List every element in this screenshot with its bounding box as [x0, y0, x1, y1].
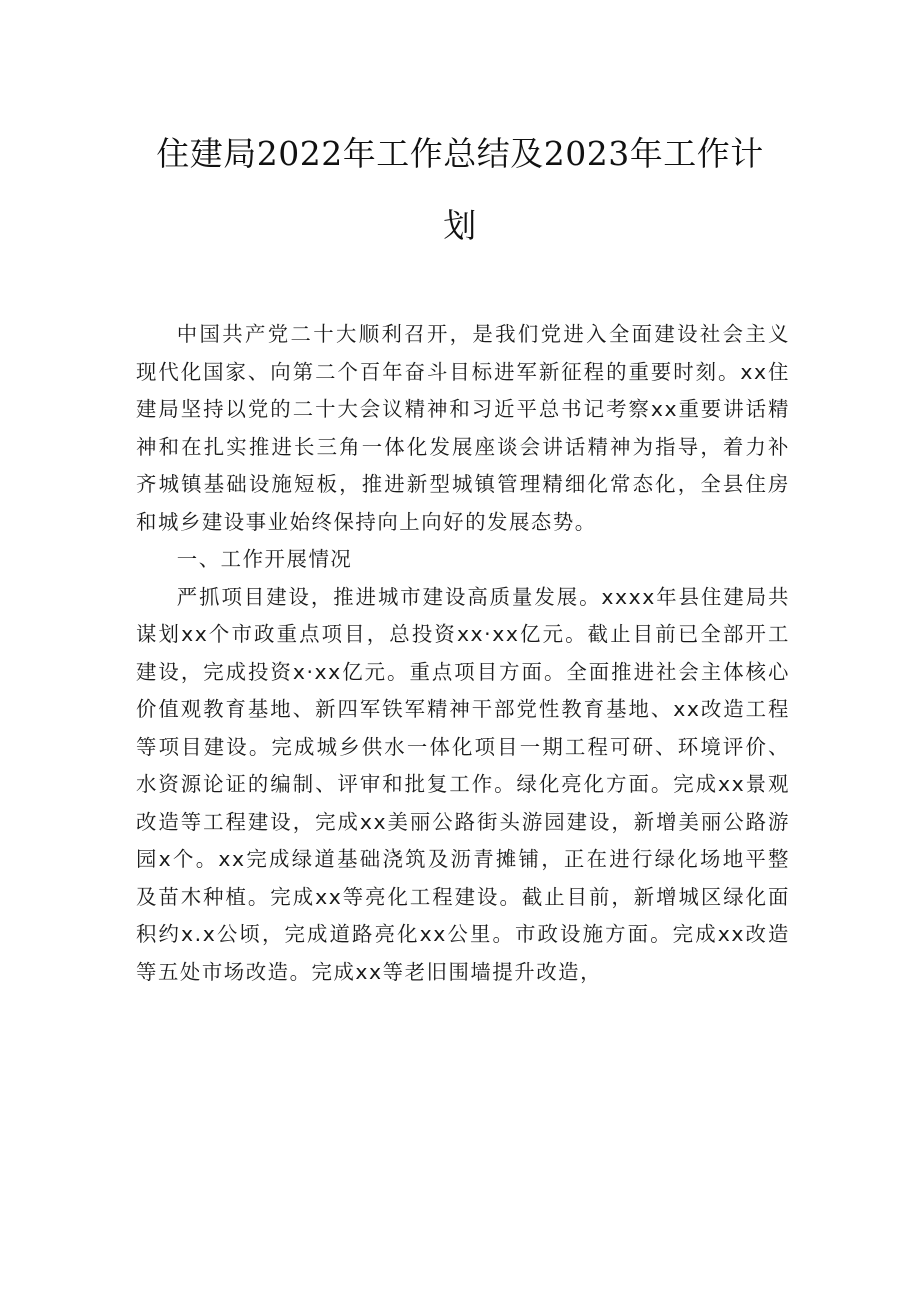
document-title-line-2: 划 — [443, 206, 477, 245]
document-body — [136, 316, 790, 991]
section-heading: 一、工作开展情况 — [176, 547, 353, 571]
document-title-line-1: 住建局2022年工作总结及2023年工作计 — [156, 134, 764, 173]
body-paragraph: 严抓项目建设，推进城市建设高质量发展。xxxx年县住建局共谋划xx个市政重点项目，总投资xx·xx亿元。截止目前已全部开工建设，完成投资x·xx亿元。重点项目方面。全面推进社会主体核心价值观教育基地、新四军铁军精神干部党性教育基地、xx改造工程等项目建设。完成城乡供水一体化项目一期工程可研、环境评价、水资源论证的编制、评审和批复工作。绿化亮化方面。完成xx景观改造等工程建设，完成xx美丽公路街头游园建设，新增美丽公路游园x个。xx完成绿道基础浇筑及沥青摊铺，正在进行绿化场地平整及苗木种植。完成xx等亮化工程建设。截止目前，新增城区绿化面积约x.x公顷，完成道路亮化xx公里。市政设施方面。完成xx改造等五处市场改造。完成xx等老旧围墙提升改造， — [136, 584, 790, 984]
intro-paragraph: 中国共产党二十大顺利召开，是我们党进入全面建设社会主义现代化国家、向第二个百年奋斗目标进军新征程的重要时刻。xx住建局坚持以党的二十大会议精神和习近平总书记考察xx重要讲话精神和在扎实推进长三角一体化发展座谈会讲话精神为指导，着力补齐城镇基础设施短板，推进新型城镇管理精细化常态化，全县住房和城乡建设事业始终保持向上向好的发展态势。 — [136, 322, 790, 534]
